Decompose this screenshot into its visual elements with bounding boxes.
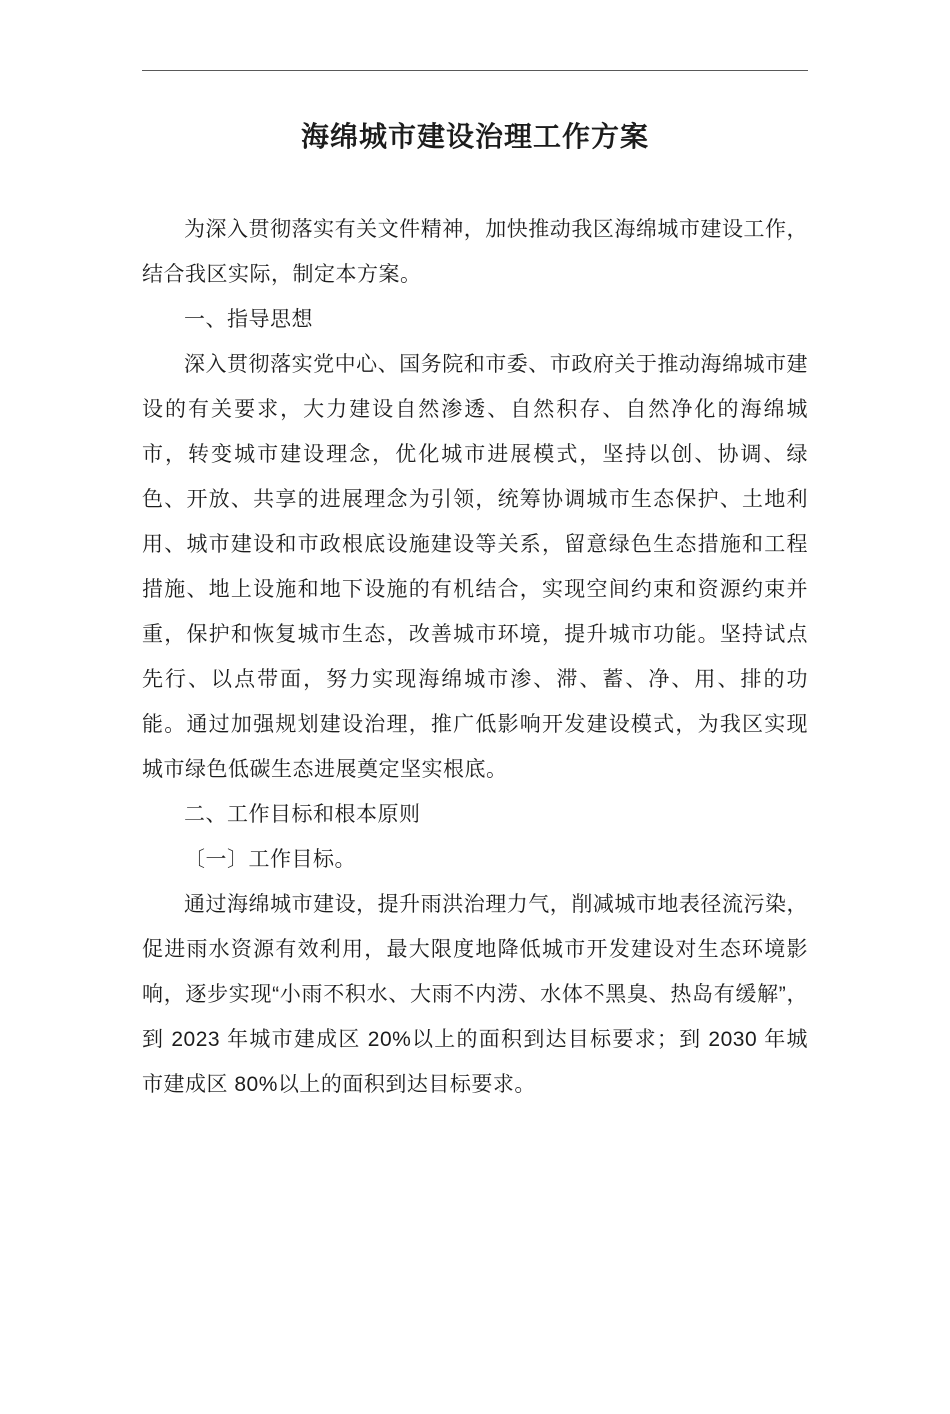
paragraph-guiding-ideology: 深入贯彻落实党中心、国务院和市委、市政府关于推动海绵城市建设的有关要求，大力建设自然渗透、自然积存、自然净化的海绵城市，转变城市建设理念，优化城市进展模式，坚持以创、协调、绿色、开放、共享的进展理念为引领，统筹协调城市生态保护、土地利用、城市建设和市政根底设施建设等关系，留意绿色生态措施和工程措施、地上设施和地下设施的有机结合，实现空间约束和资源约束并重，保护和恢复城市生态，改善城市环境，提升城市功能。坚持试点先行、以点带面，努力实现海绵城市渗、滞、蓄、净、用、排的功能。通过加强规划建设治理，推广低影响开发建设模式，为我区实现城市绿色低碳生态进展奠定坚实根底。 <box>142 353 808 782</box>
subsection-heading-work-goals: 〔一〕工作目标。 <box>184 848 356 872</box>
section-heading-2: 二、工作目标和根本原则 <box>184 803 421 827</box>
paragraph-intro: 为深入贯彻落实有关文件精神，加快推动我区海绵城市建设工作，结合我区实际，制定本方案。 <box>142 218 808 287</box>
paragraph-work-goals: 通过海绵城市建设，提升雨洪治理力气，削减城市地表径流污染，促进雨水资源有效利用，最大限度地降低城市开发建设对生态环境影响，逐步实现“小雨不积水、大雨不内涝、水体不黑臭、热岛有缓解”，到 2023 年城市建成区 20%以上的面积到达目标要求；到 2030 年城市建成区 80%以上的面积到达目标要求。 <box>142 893 808 1097</box>
header-rule <box>142 70 808 71</box>
document-title: 海绵城市建设治理工作方案 <box>300 121 649 152</box>
document-page <box>0 70 950 1414</box>
section-heading-1: 一、指导思想 <box>184 308 313 332</box>
